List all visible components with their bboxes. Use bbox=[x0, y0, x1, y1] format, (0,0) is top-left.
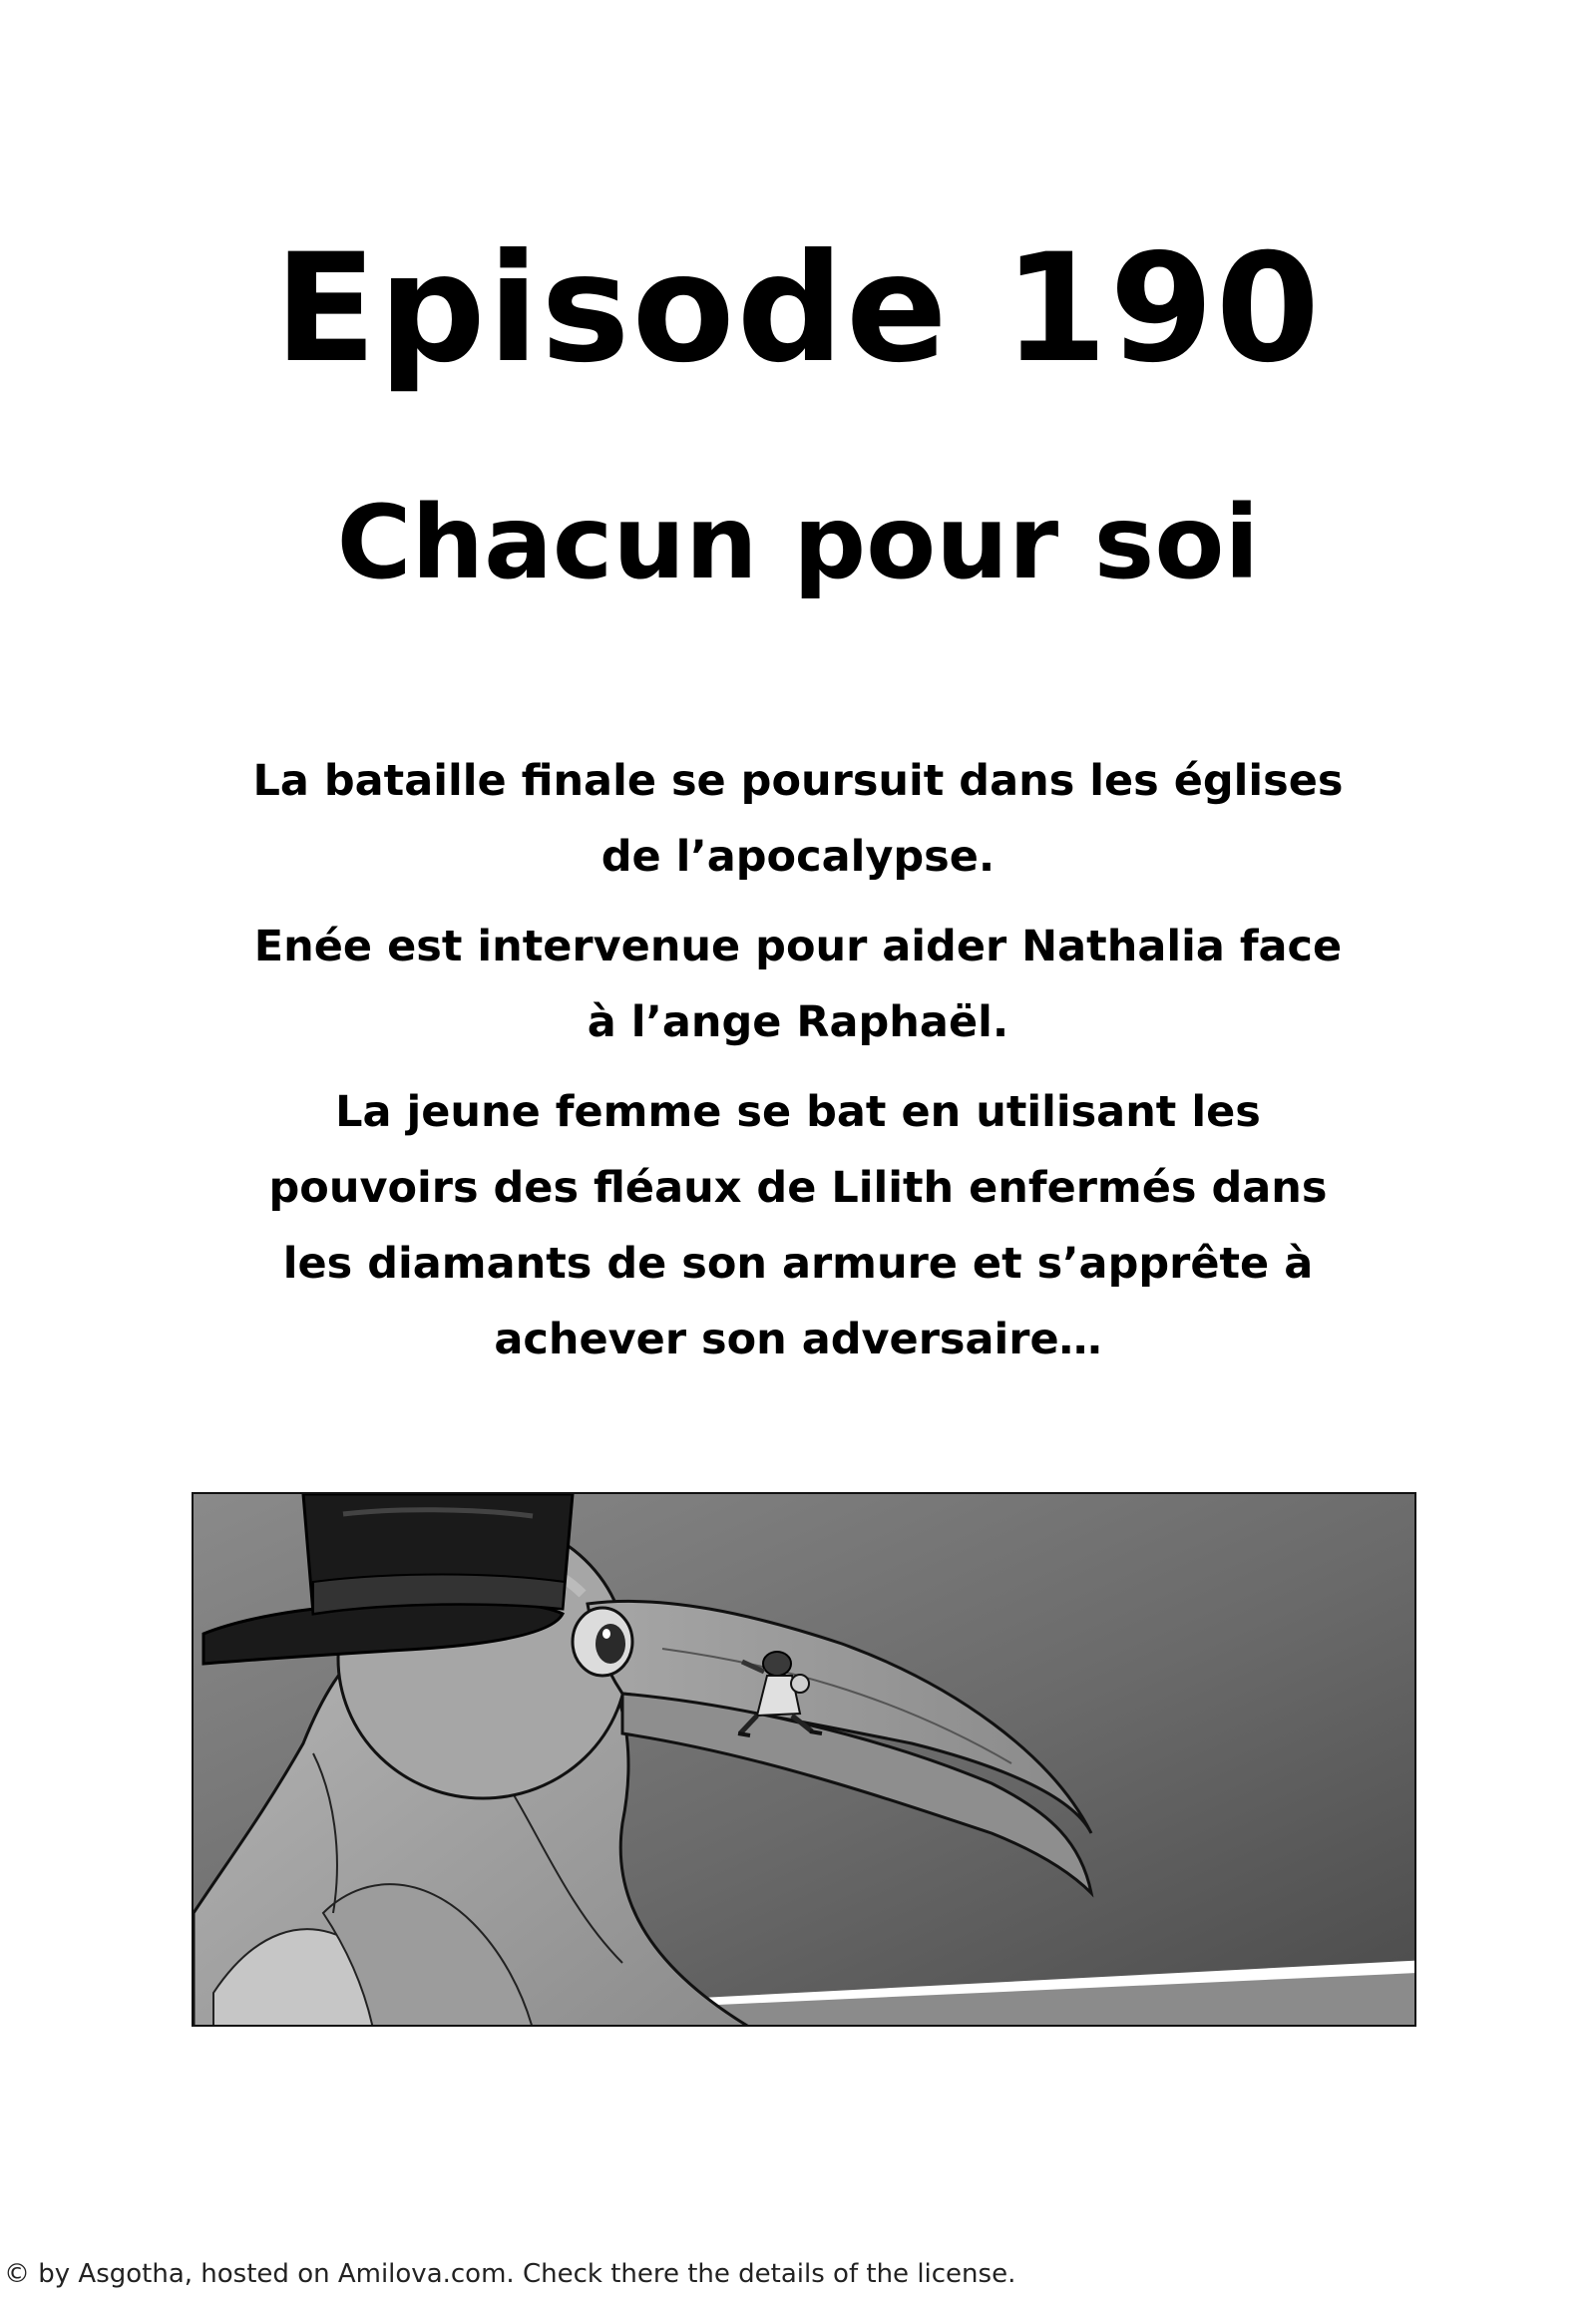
comic-panel-plague-doctor-bird-icon bbox=[192, 1492, 1416, 2027]
synopsis-line: pouvoirs des fléaux de Lilith enfermés dans bbox=[268, 1163, 1328, 1213]
synopsis-line: à l’ange Raphaël. bbox=[587, 997, 1009, 1047]
synopsis-line: les diamants de son armure et s’apprête à bbox=[282, 1239, 1314, 1289]
synopsis-paragraph-1 bbox=[180, 743, 1416, 895]
episode-title: Episode 190 bbox=[273, 222, 1323, 396]
synopsis-paragraph-2 bbox=[180, 909, 1416, 1060]
synopsis-line: Enée est intervenue pour aider Nathalia face bbox=[253, 922, 1343, 971]
episode-subtitle: Chacun pour soi bbox=[336, 484, 1260, 602]
synopsis-line: achever son adversaire… bbox=[494, 1315, 1102, 1364]
synopsis-line: La bataille finale se poursuit dans les églises bbox=[252, 756, 1344, 806]
synopsis bbox=[180, 743, 1416, 1391]
synopsis-line: de l’apocalypse. bbox=[600, 832, 996, 882]
synopsis-line: La jeune femme se bat en utilisant les bbox=[335, 1087, 1261, 1137]
synopsis-paragraph-3 bbox=[180, 1074, 1416, 1377]
license-footer: © by Asgotha, hosted on Amilova.com. Check there the details of the license. bbox=[4, 2259, 1016, 2289]
